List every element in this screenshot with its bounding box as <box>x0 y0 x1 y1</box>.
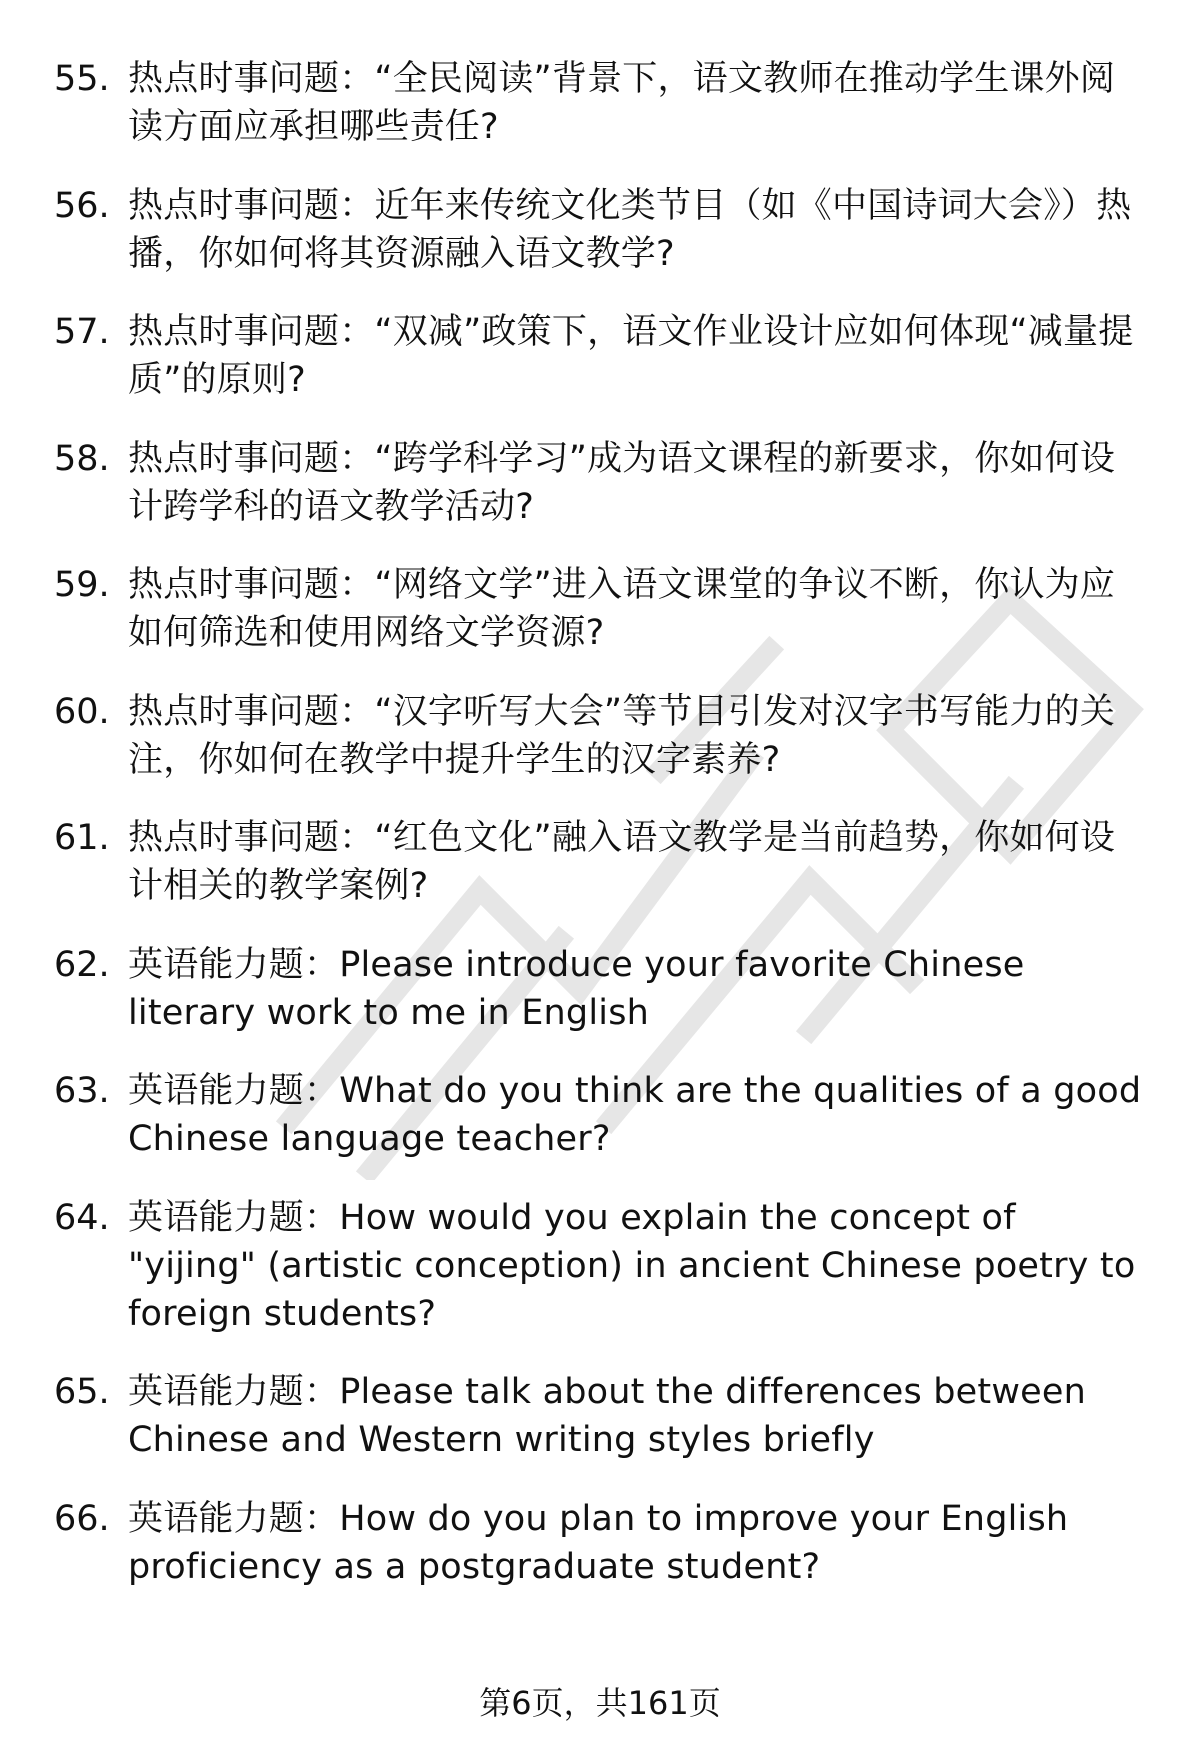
question-item <box>54 814 1146 910</box>
question-number: 55. <box>54 59 110 99</box>
question-text: 热点时事问题：“跨学科学习”成为语文课程的新要求，你如何设计跨学科的语文教学活动? <box>128 438 1116 527</box>
question-list <box>54 55 1146 1621</box>
question-text: 热点时事问题：“全民阅读”背景下，语文教师在推动学生课外阅读方面应承担哪些责任? <box>128 59 1116 147</box>
question-number: 58. <box>54 438 110 479</box>
question-number: 65. <box>54 1372 110 1412</box>
question-item <box>54 1368 1146 1464</box>
question-text: 英语能力题：What do you think are the qualities of a good Chinese language teacher? <box>128 1071 1142 1159</box>
question-number: 57. <box>54 312 110 352</box>
question-number: 61. <box>54 818 110 858</box>
question-item <box>54 688 1146 784</box>
question-item <box>54 308 1146 404</box>
question-text: 英语能力题：How would you explain the concept of "yijing" (artistic conception) in ancient Chinese poetry to foreign students? <box>128 1197 1136 1334</box>
question-item <box>54 1495 1146 1591</box>
question-item <box>54 1194 1146 1338</box>
question-number: 66. <box>54 1498 110 1539</box>
question-text: 英语能力题：How do you plan to improve your English proficiency as a postgraduate student? <box>128 1498 1069 1587</box>
question-number: 62. <box>54 944 110 985</box>
question-item <box>54 55 1146 151</box>
question-text: 热点时事问题：“红色文化”融入语文教学是当前趋势，你如何设计相关的教学案例? <box>128 818 1116 906</box>
question-text: 英语能力题：Please talk about the differences between Chinese and Western writing styles briefly <box>128 1372 1087 1460</box>
question-text: 热点时事问题：“双减”政策下，语文作业设计应如何体现“减量提质”的原则? <box>128 312 1134 400</box>
question-number: 64. <box>54 1197 110 1238</box>
question-number: 59. <box>54 565 110 605</box>
question-text: 英语能力题：Please introduce your favorite Chinese literary work to me in English <box>128 944 1025 1033</box>
question-item <box>54 182 1146 278</box>
question-item <box>54 941 1146 1037</box>
question-item <box>54 435 1146 531</box>
question-text: 热点时事问题：近年来传统文化类节目（如《中国诗词大会》）热播，你如何将其资源融入语文教学? <box>128 185 1132 274</box>
page-footer: 第6页，共161页 <box>479 1684 721 1722</box>
question-number: 60. <box>54 691 110 732</box>
question-item <box>54 1067 1146 1163</box>
question-text: 热点时事问题：“网络文学”进入语文课堂的争议不断，你认为应如何筛选和使用网络文学资源? <box>128 565 1116 653</box>
question-item <box>54 561 1146 657</box>
question-text: 热点时事问题：“汉字听写大会”等节目引发对汉字书写能力的关注，你如何在教学中提升学生的汉字素养? <box>128 691 1116 780</box>
question-number: 63. <box>54 1071 110 1111</box>
question-number: 56. <box>54 185 110 226</box>
